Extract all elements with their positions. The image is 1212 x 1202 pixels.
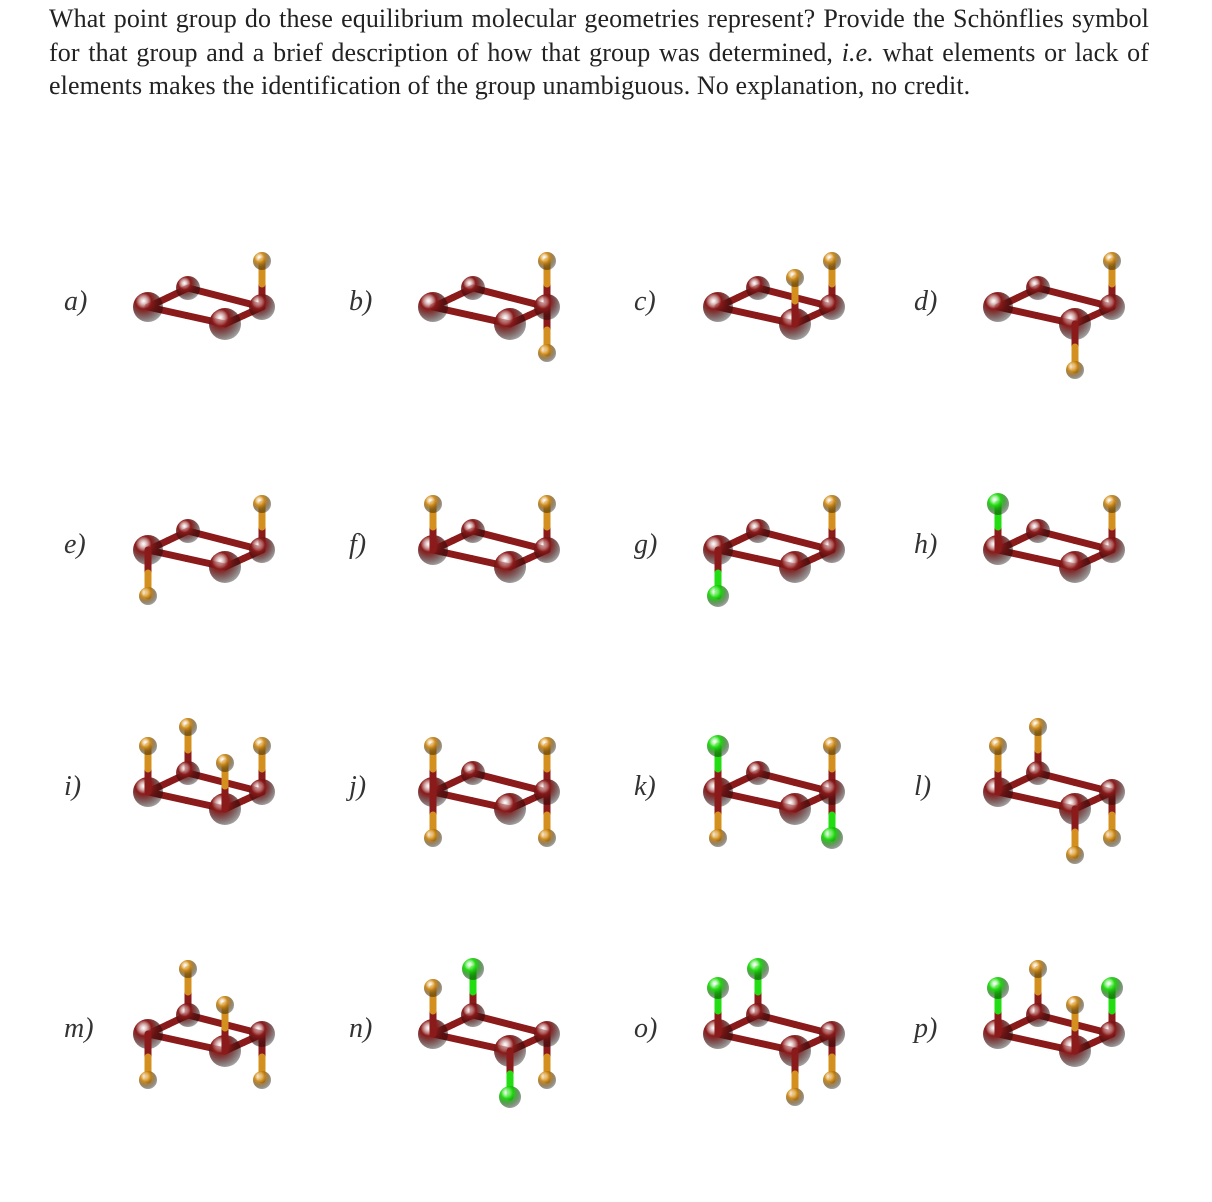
green-atom bbox=[707, 585, 729, 607]
gold-atom bbox=[538, 737, 556, 755]
molecule-figure bbox=[675, 190, 865, 370]
red-atom bbox=[249, 1021, 275, 1047]
red-atom bbox=[819, 779, 845, 805]
molecule-label: d) bbox=[914, 286, 938, 317]
gold-atom bbox=[786, 1088, 804, 1106]
red-atom bbox=[176, 761, 200, 785]
red-atom bbox=[779, 551, 811, 583]
red-atom bbox=[779, 793, 811, 825]
red-atom bbox=[249, 537, 275, 563]
gold-atom bbox=[1103, 252, 1121, 270]
gold-atom bbox=[538, 344, 556, 362]
red-atom bbox=[746, 519, 770, 543]
gold-atom bbox=[1066, 996, 1084, 1014]
red-atom bbox=[534, 294, 560, 320]
molecule-figure bbox=[955, 433, 1145, 613]
gold-atom bbox=[424, 979, 442, 997]
question-ie: i.e. bbox=[841, 37, 874, 67]
red-atom bbox=[534, 779, 560, 805]
red-atom bbox=[1099, 779, 1125, 805]
molecule-figure bbox=[105, 190, 295, 370]
red-atom bbox=[176, 519, 200, 543]
molecule-label: p) bbox=[914, 1013, 938, 1044]
red-atom bbox=[494, 308, 526, 340]
gold-atom bbox=[253, 495, 271, 513]
molecule-label: m) bbox=[64, 1013, 94, 1044]
gold-atom bbox=[1066, 846, 1084, 864]
molecule-figure bbox=[105, 917, 295, 1097]
gold-atom bbox=[1029, 718, 1047, 736]
gold-atom bbox=[216, 996, 234, 1014]
gold-atom bbox=[823, 737, 841, 755]
red-atom bbox=[819, 294, 845, 320]
red-atom bbox=[461, 276, 485, 300]
red-atom bbox=[1026, 761, 1050, 785]
molecule-label: o) bbox=[634, 1013, 658, 1044]
molecule-figure bbox=[955, 190, 1145, 370]
molecule-figure bbox=[955, 917, 1145, 1097]
green-atom bbox=[1101, 977, 1123, 999]
molecule-label: j) bbox=[349, 771, 367, 802]
red-atom bbox=[1099, 294, 1125, 320]
green-atom bbox=[707, 735, 729, 757]
gold-atom bbox=[538, 1071, 556, 1089]
red-atom bbox=[1026, 519, 1050, 543]
red-atom bbox=[461, 519, 485, 543]
gold-atom bbox=[139, 737, 157, 755]
molecule-label: k) bbox=[634, 771, 656, 802]
gold-atom bbox=[989, 737, 1007, 755]
molecule-figure bbox=[105, 675, 295, 855]
red-atom bbox=[461, 761, 485, 785]
green-atom bbox=[821, 827, 843, 849]
molecule-label: e) bbox=[64, 529, 86, 560]
green-atom bbox=[987, 977, 1009, 999]
green-atom bbox=[462, 958, 484, 980]
red-atom bbox=[746, 761, 770, 785]
gold-atom bbox=[253, 737, 271, 755]
red-atom bbox=[703, 292, 733, 322]
gold-atom bbox=[424, 737, 442, 755]
gold-atom bbox=[1029, 960, 1047, 978]
green-atom bbox=[707, 977, 729, 999]
red-atom bbox=[1026, 276, 1050, 300]
molecule-label: a) bbox=[64, 286, 88, 317]
red-atom bbox=[176, 276, 200, 300]
red-atom bbox=[133, 292, 163, 322]
gold-atom bbox=[538, 829, 556, 847]
red-atom bbox=[1099, 537, 1125, 563]
red-atom bbox=[1099, 1021, 1125, 1047]
red-atom bbox=[494, 793, 526, 825]
red-atom bbox=[249, 294, 275, 320]
gold-atom bbox=[823, 495, 841, 513]
gold-atom bbox=[786, 269, 804, 287]
red-atom bbox=[819, 537, 845, 563]
gold-atom bbox=[1103, 495, 1121, 513]
red-atom bbox=[819, 1021, 845, 1047]
red-atom bbox=[494, 551, 526, 583]
red-atom bbox=[746, 1003, 770, 1027]
green-atom bbox=[499, 1086, 521, 1108]
gold-atom bbox=[216, 754, 234, 772]
green-atom bbox=[987, 493, 1009, 515]
molecule-label: h) bbox=[914, 529, 938, 560]
gold-atom bbox=[179, 718, 197, 736]
red-atom bbox=[249, 779, 275, 805]
gold-atom bbox=[424, 829, 442, 847]
gold-atom bbox=[1066, 361, 1084, 379]
gold-atom bbox=[139, 587, 157, 605]
gold-atom bbox=[538, 495, 556, 513]
molecule-label: b) bbox=[349, 286, 373, 317]
red-atom bbox=[461, 1003, 485, 1027]
molecule-figure bbox=[675, 433, 865, 613]
molecule-figure bbox=[390, 675, 580, 855]
red-atom bbox=[418, 292, 448, 322]
red-atom bbox=[534, 537, 560, 563]
red-atom bbox=[1026, 1003, 1050, 1027]
red-atom bbox=[983, 292, 1013, 322]
molecule-label: c) bbox=[634, 286, 656, 317]
red-atom bbox=[209, 551, 241, 583]
molecule-label: g) bbox=[634, 529, 658, 560]
molecule-figure bbox=[675, 675, 865, 855]
question-part1: What point group do these equilibrium molecular geometries represent? Provide the Schönflies symbol for that group and a brief description of how that group was determined, bbox=[49, 4, 1149, 67]
molecule-label: l) bbox=[914, 771, 932, 802]
gold-atom bbox=[823, 1071, 841, 1089]
molecule-figure bbox=[390, 190, 580, 370]
gold-atom bbox=[179, 960, 197, 978]
gold-atom bbox=[709, 829, 727, 847]
gold-atom bbox=[253, 1071, 271, 1089]
red-atom bbox=[209, 308, 241, 340]
red-atom bbox=[176, 1003, 200, 1027]
gold-atom bbox=[139, 1071, 157, 1089]
red-atom bbox=[746, 276, 770, 300]
gold-atom bbox=[424, 495, 442, 513]
molecule-figure bbox=[105, 433, 295, 613]
molecule-figure bbox=[390, 917, 580, 1097]
gold-atom bbox=[823, 252, 841, 270]
molecule-figure bbox=[675, 917, 865, 1097]
gold-atom bbox=[253, 252, 271, 270]
molecule-figure bbox=[390, 433, 580, 613]
gold-atom bbox=[1103, 829, 1121, 847]
molecule-figure bbox=[955, 675, 1145, 855]
molecule-label: i) bbox=[64, 771, 82, 802]
molecule-label: f) bbox=[349, 529, 367, 560]
red-atom bbox=[534, 1021, 560, 1047]
green-atom bbox=[747, 958, 769, 980]
red-atom bbox=[1059, 551, 1091, 583]
gold-atom bbox=[538, 252, 556, 270]
question-part2: what elements or lack of elements makes the identification of the group unambiguous. No explanation, no credit. bbox=[49, 37, 1149, 100]
molecule-label: n) bbox=[349, 1013, 373, 1044]
